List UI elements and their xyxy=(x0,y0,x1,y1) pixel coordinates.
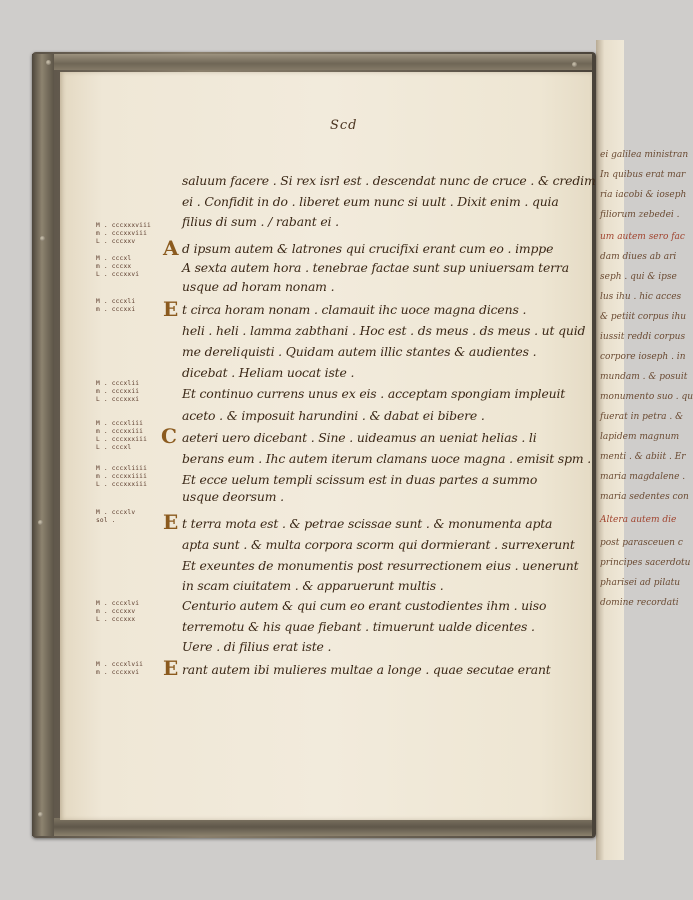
margin-note: M . cccxlii xyxy=(96,380,140,387)
margin-note: L . cccxxxiii xyxy=(96,436,148,443)
facing-page-line: domine recordati xyxy=(600,598,679,608)
margin-note: m . cccxxi xyxy=(96,306,136,313)
text-line: filius di sum . / rabant ei . xyxy=(182,214,339,229)
text-line: Et ecce uelum templi scissum est in duas partes a summo xyxy=(182,472,538,487)
margin-note: L . cccxxvi xyxy=(96,271,140,278)
margin-note: M . cccxl xyxy=(96,255,132,262)
binding-nail xyxy=(572,62,577,67)
margin-note: m . cccxxiii xyxy=(96,428,144,435)
facing-page-line: ria iacobi & ioseph xyxy=(600,190,687,200)
margin-note: L . cccxxx xyxy=(96,616,136,623)
text-line: aeteri uero dicebant . Sine . uideamus an ueniat helias . li xyxy=(182,430,537,445)
margin-note: m . cccxxiiii xyxy=(96,473,148,480)
text-line: apta sunt . & multa corpora scorm qui dormierant . surrexerunt xyxy=(182,537,575,552)
facing-page-line: Altera autem die xyxy=(600,515,677,525)
text-line: dicebat . Heliam uocat iste . xyxy=(182,365,355,380)
margin-note: L . cccxl xyxy=(96,444,132,451)
margin-note: L . cccxxxiii xyxy=(96,481,148,488)
margin-note: m . cccxxviii xyxy=(96,230,148,237)
text-line: aceto . & imposuit harundini . & dabat ei bibere . xyxy=(182,408,485,423)
margin-note: M . cccxli xyxy=(96,298,136,305)
facing-page-line: mundam . & posuit xyxy=(600,372,688,382)
facing-page-line: & petiit corpus ihu xyxy=(600,312,687,322)
facing-page-line: maria sedentes con xyxy=(600,492,689,502)
facing-page-line: lapidem magnum xyxy=(600,432,680,442)
text-line: t circa horam nonam . clamauit ihc uoce magna dicens . xyxy=(182,302,527,317)
initial-letter: A xyxy=(163,236,179,260)
binding-nail xyxy=(38,520,43,525)
text-line: Et exeuntes de monumentis post resurrectionem eius . uenerunt xyxy=(182,558,579,573)
margin-note: M . cccxlvi xyxy=(96,600,140,607)
margin-note: m . cccxxvi xyxy=(96,669,140,676)
facing-page-line: fuerat in petra . & xyxy=(600,412,684,422)
running-header: Scd xyxy=(330,118,358,133)
facing-page-line: iussit reddi corpus xyxy=(600,332,686,342)
facing-page-line: principes sacerdotu xyxy=(600,558,691,568)
metal-binding-bottom xyxy=(44,818,592,836)
facing-page-line: pharisei ad pilatu xyxy=(600,578,681,588)
margin-note: sol . xyxy=(96,517,116,524)
margin-note: M . cccxlvii xyxy=(96,661,144,668)
binding-nail xyxy=(38,812,43,817)
facing-page-line: monumento suo . qu xyxy=(600,392,693,402)
margin-note: m . cccxxv xyxy=(96,608,136,615)
text-line: Centurio autem & qui cum eo erant custodientes ihm . uiso xyxy=(182,598,547,613)
text-line: ei . Confidit in do . liberet eum nunc si uult . Dixit enim . quia xyxy=(182,194,559,209)
text-line: Uere . di filius erat iste . xyxy=(182,639,332,654)
margin-note: M . cccxxxviii xyxy=(96,222,151,229)
facing-page-line: ei galilea ministran xyxy=(600,150,689,160)
metal-binding-left xyxy=(32,54,54,836)
text-line: terremotu & his quae fiebant . timuerunt ualde dicentes . xyxy=(182,619,535,634)
text-line: A sexta autem hora . tenebrae factae sunt sup uniuersam terra xyxy=(182,260,569,275)
facing-page-line: In quibus erat mar xyxy=(600,170,686,180)
text-line: me dereliquisti . Quidam autem illic stantes & audientes . xyxy=(182,344,537,359)
initial-letter: E xyxy=(163,656,179,680)
facing-page-line: um autem sero fac xyxy=(600,232,685,242)
text-line: Et continuo currens unus ex eis . acceptam spongiam impleuit xyxy=(182,386,566,401)
facing-page-line: post parasceuen c xyxy=(600,538,683,548)
margin-note: L . cccxxv xyxy=(96,238,136,245)
text-line: berans eum . Ihc autem iterum clamans uoce magna . emisit spm . xyxy=(182,451,592,466)
facing-page-line: dam diues ab ari xyxy=(600,252,677,262)
binding-nail xyxy=(40,236,45,241)
text-line: in scam ciuitatem . & apparuerunt multis . xyxy=(182,578,444,593)
facing-page-line: filiorum zebedei . xyxy=(600,210,680,220)
text-line: usque deorsum . xyxy=(182,489,284,504)
text-line: t terra mota est . & petrae scissae sunt . & monumenta apta xyxy=(182,516,553,531)
binding-nail xyxy=(46,60,51,65)
text-line: d ipsum autem & latrones qui crucifixi erant cum eo . imppe xyxy=(182,241,554,256)
text-line: saluum facere . Si rex isrl est . descendat nunc de cruce . & credim xyxy=(182,173,596,188)
text-line: rant autem ibi mulieres multae a longe . quae secutae erant xyxy=(182,662,551,677)
initial-letter: E xyxy=(163,510,179,534)
initial-letter: E xyxy=(163,297,179,321)
facing-page-line: maria magdalene . xyxy=(600,472,686,482)
initial-letter: C xyxy=(161,424,177,448)
metal-binding-top xyxy=(44,54,592,70)
margin-note: M . cccxlv xyxy=(96,509,136,516)
text-line: usque ad horam nonam . xyxy=(182,279,335,294)
facing-page-line: menti . & abiit . Er xyxy=(600,452,686,462)
margin-note: M . cccxliii xyxy=(96,420,144,427)
margin-note: m . cccxxii xyxy=(96,388,140,395)
facing-page-line: seph . qui & ipse xyxy=(600,272,677,282)
margin-note: L . cccxxxi xyxy=(96,396,140,403)
text-line: heli . heli . lamma zabthani . Hoc est . ds meus . ds meus . ut quid xyxy=(182,323,586,338)
margin-note: m . cccxx xyxy=(96,263,132,270)
facing-page-edge xyxy=(596,40,624,860)
facing-page-line: lus ihu . hic acces xyxy=(600,292,682,302)
margin-note: M . cccxliiii xyxy=(96,465,148,472)
facing-page-line: corpore ioseph . in xyxy=(600,352,686,362)
